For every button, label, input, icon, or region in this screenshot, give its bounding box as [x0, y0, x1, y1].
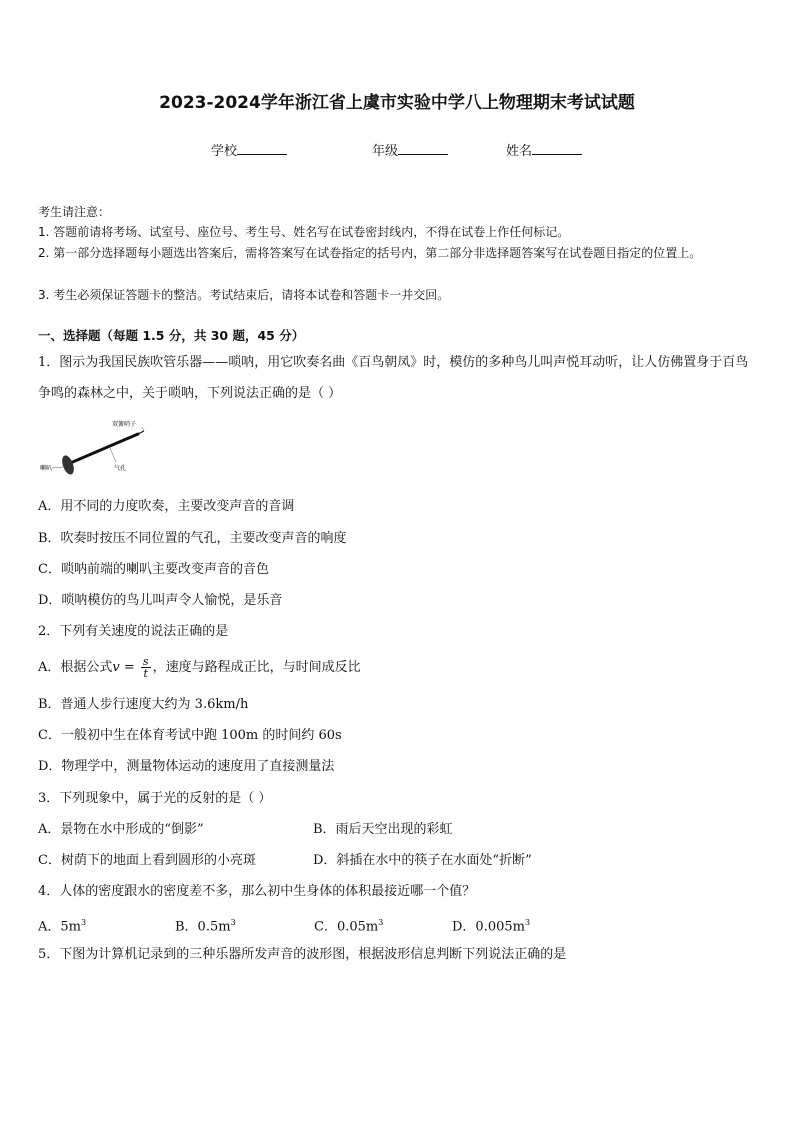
grade-field	[372, 140, 448, 159]
q4-a-text: A．5m	[38, 919, 81, 935]
q4-b-text: B．0.5m	[175, 919, 231, 935]
name-label: 姓名	[506, 144, 533, 159]
fraction-numerator: s	[142, 655, 149, 668]
q4-d-text: D．0.005m	[452, 919, 525, 935]
notice-item-3: 3. 考生必须保证答题卡的整洁。考试结束后，请将本试卷和答题卡一并交回。	[38, 288, 450, 302]
q3-option-b[interactable]: B．雨后天空出现的彩虹	[313, 822, 453, 837]
q4-a-sup: 3	[81, 918, 87, 927]
q4-option-a[interactable]	[38, 912, 86, 938]
q2-a-suffix: ，速度与路程成正比，与时间成反比	[152, 660, 361, 675]
q2-option-c[interactable]: C．一般初中生在体育考试中跑 100m 的时间约 60s	[38, 728, 342, 743]
formula-fraction	[141, 656, 151, 679]
q4-c-sup: 3	[378, 918, 384, 927]
q2-option-d[interactable]: D．物理学中，测量物体运动的速度用了直接测量法	[38, 759, 335, 774]
school-blank[interactable]	[237, 142, 287, 155]
suona-image	[40, 418, 160, 478]
question-2-stem: 2．下列有关速度的说法正确的是	[38, 624, 229, 639]
q4-b-sup: 3	[230, 918, 236, 927]
q2-a-prefix: A．根据公式	[38, 660, 113, 675]
section-heading: 一、选择题（每题 1.5 分，共 30 题，45 分）	[38, 328, 305, 343]
school-field	[211, 140, 287, 159]
name-field	[506, 140, 582, 159]
question-3-stem: 3．下列现象中，属于光的反射的是（ ）	[38, 791, 272, 806]
q1-option-c[interactable]: C．唢呐前端的喇叭主要改变声音的音色	[38, 562, 269, 577]
q3-option-c[interactable]: C．树荫下的地面上看到圆形的小亮斑	[38, 853, 256, 868]
question-4-stem: 4．人体的密度跟水的密度差不多，那么初中生身体的体积最接近哪一个值？	[38, 884, 476, 899]
name-blank[interactable]	[532, 142, 582, 155]
q3-option-a[interactable]: A．景物在水中形成的“倒影”	[38, 822, 204, 837]
q2-option-a[interactable]	[38, 655, 361, 681]
label-bell: 喇叭	[40, 465, 53, 472]
fraction-denominator: t	[143, 667, 148, 680]
q4-c-text: C．0.05m	[314, 919, 379, 935]
q3-option-d[interactable]: D．斜插在水中的筷子在水面处“折断”	[313, 853, 532, 868]
q1-option-b[interactable]: B．吹奏时按压不同位置的气孔，主要改变声音的响度	[38, 531, 347, 546]
notice-item-1: 1. 答题前请将考场、试室号、座位号、考生号、姓名写在试卷密封线内，不得在试卷上作任何标记。	[38, 225, 570, 239]
q1-option-d[interactable]: D．唢呐模仿的鸟儿叫声令人愉悦，是乐音	[38, 593, 283, 608]
grade-blank[interactable]	[398, 142, 448, 155]
q4-option-c[interactable]	[314, 912, 383, 938]
q2-a-v: v	[112, 660, 120, 675]
q4-option-b[interactable]	[175, 912, 236, 938]
q2-a-eq: =	[119, 660, 139, 675]
q4-d-sup: 3	[524, 918, 531, 927]
q1-option-a[interactable]: A．用不同的力度吹奏，主要改变声音的音调	[38, 499, 295, 514]
question-5-stem: 5．下图为计算机记录到的三种乐器所发声音的波形图，根据波形信息判断下列说法正确的是	[38, 947, 567, 962]
label-reed: 双簧哨子	[112, 421, 137, 428]
exam-title: 2023-2024学年浙江省上虞市实验中学八上物理期末考试试题	[159, 93, 635, 113]
notice-heading: 考生请注意：	[38, 205, 111, 219]
notice-item-2: 2. 第一部分选择题每小题选出答案后，需将答案写在试卷指定的括号内，第二部分非选择题答案写在试卷题目指定的位置上。	[38, 246, 702, 260]
school-label: 学校	[211, 144, 238, 159]
q2-option-b[interactable]: B．普通人步行速度大约为 3.6km/h	[38, 697, 249, 712]
grade-label: 年级	[372, 144, 399, 159]
label-hole: 气孔	[114, 465, 127, 472]
question-1-stem: 1．图示为我国民族吹管乐器——唢呐，用它吹奏名曲《百鸟朝凤》时，模仿的多种鸟儿叫声悦耳动听，让人仿佛置身于百鸟争鸣的森林之中，关于唢呐，下列说法正确的是（ ）	[38, 355, 749, 401]
q4-option-d[interactable]	[452, 912, 530, 938]
